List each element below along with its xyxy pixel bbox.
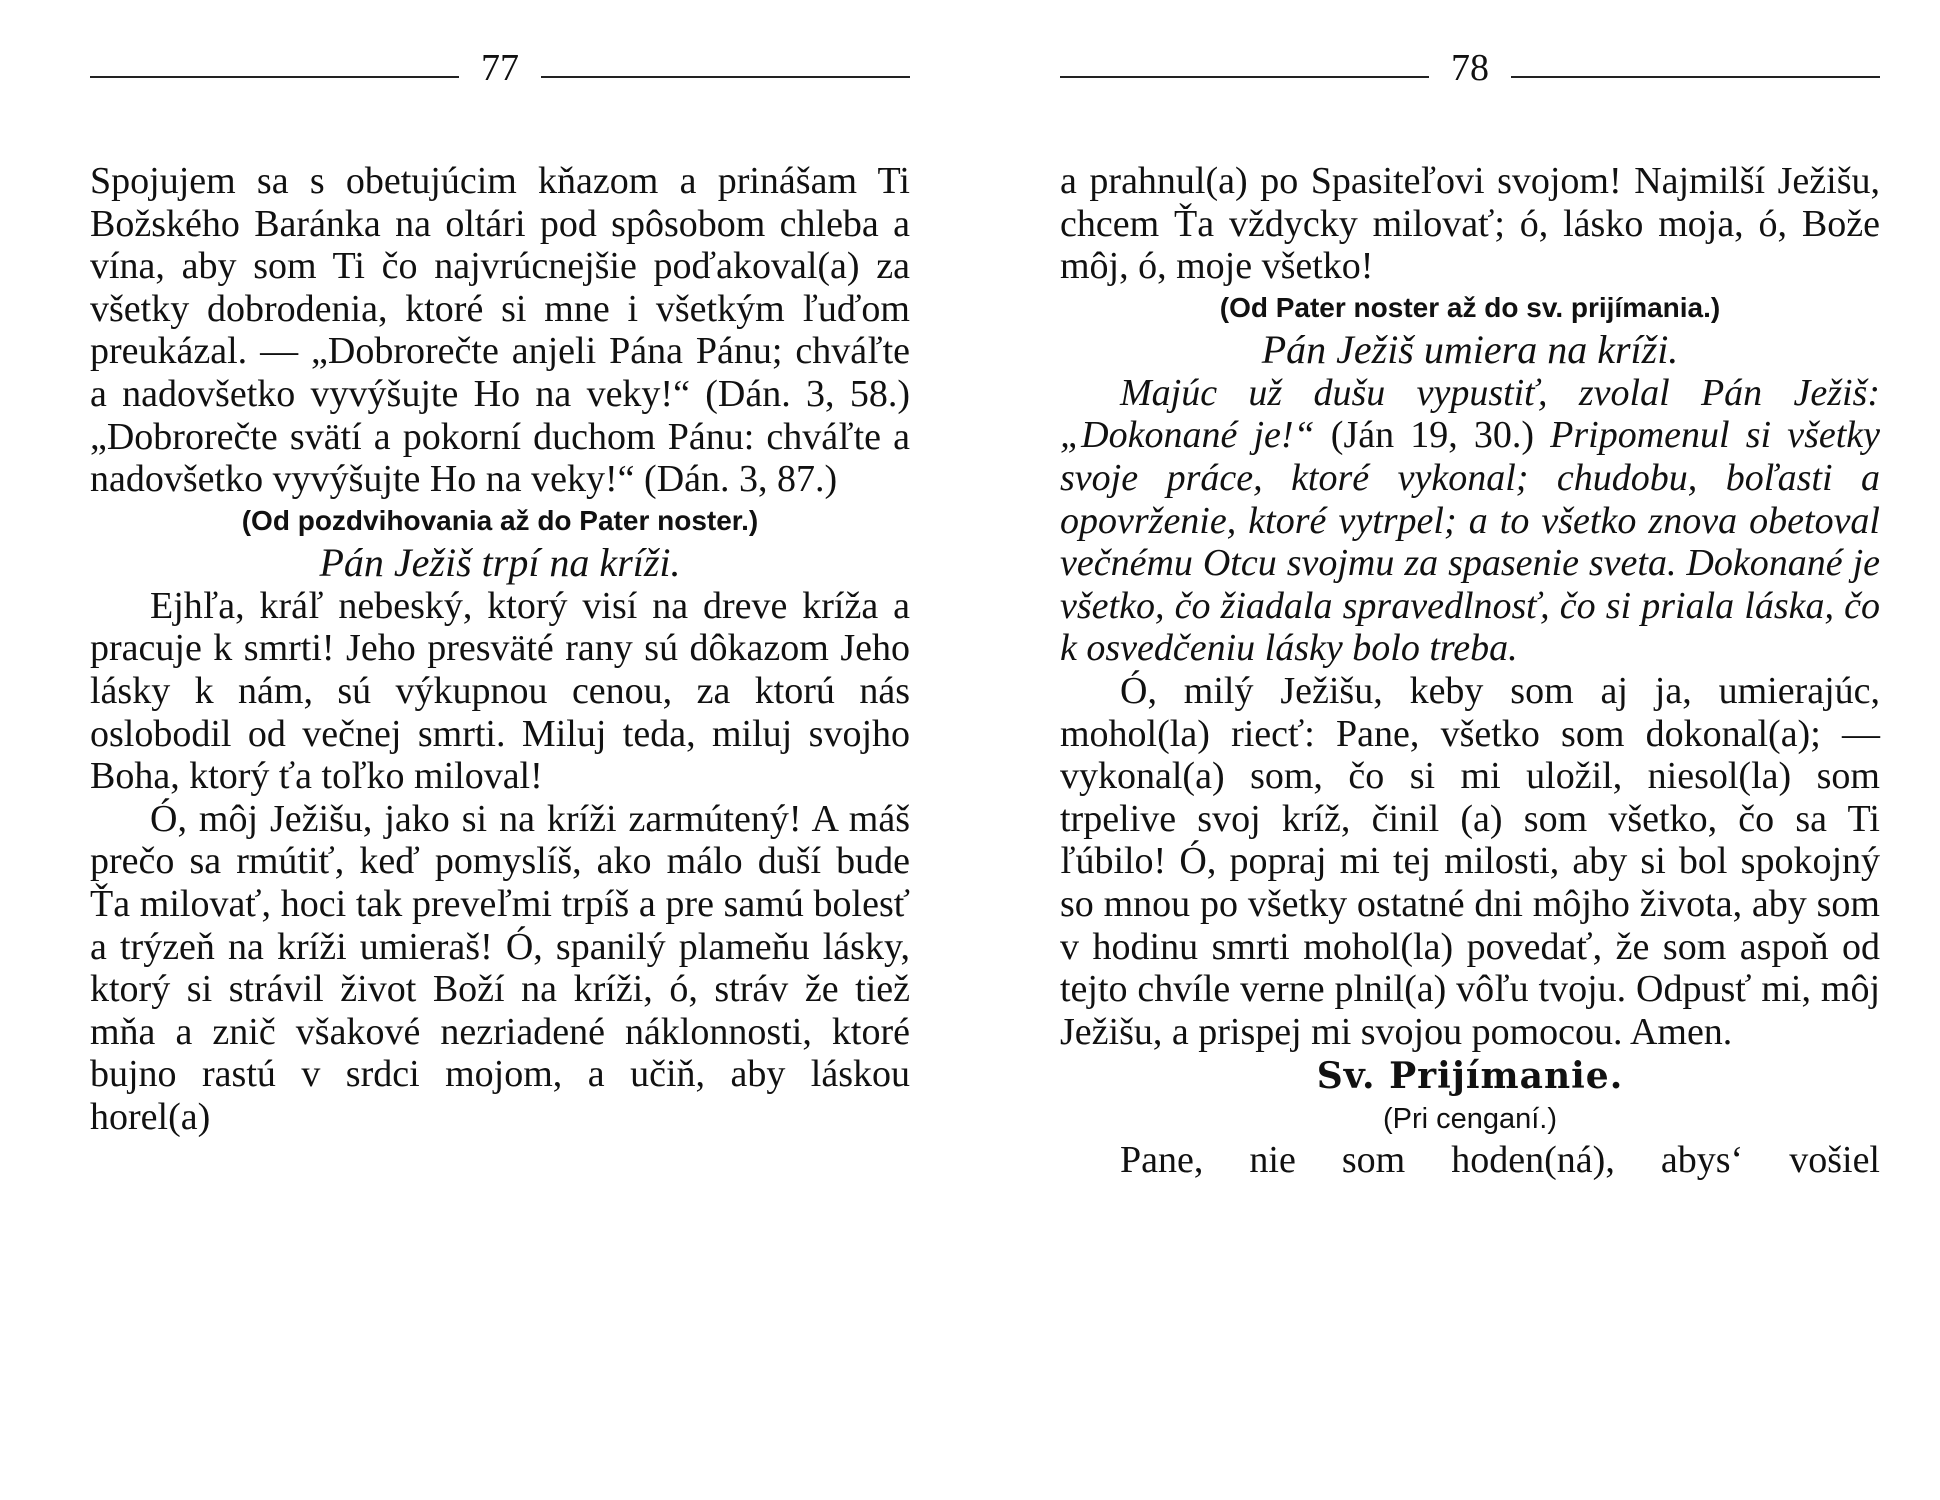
header-rule-right (1511, 76, 1880, 78)
left-page-text (90, 160, 910, 1138)
right-page-text (1060, 160, 1880, 1182)
right-last-line: Pane, nie som hoden(ná), abys‘ vošiel (1120, 1139, 1880, 1182)
page-number-right: 78 (1451, 47, 1489, 89)
left-paragraph-3: Ó, môj Ježišu, jako si na kríži zarmútený! A máš prečo sa rmútiť, keď pomyslíš, ako málo duší bude Ťa milovať, hoci tak preveľmi trpíš a pre samú bolesť a trýzeň na kríži umieraš! Ó, spanilý plameňu lásky, ktorý si strávil život Boží na kríži, ó, stráv že tiež mňa a znič všakové nezriadené náklonnosti, ktoré bujno rastú v srdci mojom, a učiň, aby láskou horel(a) (90, 797, 910, 1138)
left-rubric: (Od pozdvihovania až do Pater noster.) (241, 504, 759, 536)
header-rule-right (541, 76, 910, 78)
left-running-head (90, 40, 910, 96)
header-rule-left (90, 76, 459, 78)
left-page (90, 40, 910, 1138)
right-heading: Pán Ježiš umiera na kríži. (1261, 326, 1679, 372)
right-paragraph-2: Ó, milý Ježišu, keby som aj ja, umierajúc, mohol(la) riecť: Pane, všetko som dokonal(a); — vykonal(a) som, čo si mi uložil, niesol(la) som trpelive svoj kríž, činil (a) som všetko, čo sa Ti ľúbilo! Ó, popraj mi tej milosti, aby si bol spokojný so mnou po všetky ostatné dni môjho života, aby som v hodinu smrti mohol(la) povedať, že som aspoň od tejto chvíle verne plnil(a) vôľu tvoju. Odpusť mi, môj Ježišu, a prispej mi svojou pomocou. Amen. (1060, 669, 1880, 1053)
section-subtitle: (Pri cenganí.) (1382, 1103, 1558, 1136)
left-heading: Pán Ježiš trpí na kríži. (319, 539, 681, 585)
left-paragraph-2: Ejhľa, kráľ nebeský, ktorý visí na dreve kríža a pracuje k smrti! Jeho presväté rany sú dôkazom Jeho lásky k nám, sú výkupnou cenou, za ktorú nás oslobodil od večnej smrti. Miluj teda, miluj svojho Boha, ktorý ťa toľko miloval! (90, 584, 910, 798)
italic-text-cont: Pripomenul si všetky svoje práce, ktoré vykonal; chudobu, boľasti a opovrženie, ktoré vytrpel; a to všetko znova obetoval večnému Otcu svojmu za spasenie sveta. Dokonané je všetko, čo žiadala spravedlnosť, čo si priala láska, čo k osvedčeniu lásky bolo treba. (1060, 414, 1881, 670)
left-paragraph-1: Spojujem sa s obetujúcim kňazom a prinášam Ti Božského Baránka na oltári pod spôsobom chleba a vína, aby som Ti čo najvrúcnejšie poďakoval(a) za všetky dobrodenia, ktoré si mne i všetkým ľuďom preukázal. — „Dobrorečte anjeli Pána Pánu; chváľte a nadovšetko vyvýšujte Ho na veky!“ (Dán. 3, 58.) „Dobrorečte svätí a pokorní duchom Pánu: chváľte a nadovšetko vyvýšujte Ho na veky!“ (Dán. 3, 87.) (90, 160, 910, 501)
section-title: Sv. Prijímanie. (1316, 1055, 1624, 1098)
scripture-citation: (Ján 19, 30.) (1330, 414, 1535, 457)
right-running-head (1060, 40, 1880, 96)
right-italic-paragraph (1060, 372, 1880, 670)
page-number-left: 77 (481, 47, 519, 89)
italic-text-start: Majúc už dušu vypustiť, zvolal Pán Ježiš: „Dokonané je!“ (1060, 371, 1880, 457)
right-page (1060, 40, 1880, 1182)
right-paragraph-1: a prahnul(a) po Spasiteľovi svojom! Najmilší Ježišu, chcem Ťa vždycky milovať; ó, lásko moja, ó, Bože môj, ó, moje všetko! (1060, 160, 1880, 288)
right-rubric: (Od Pater noster až do sv. prijímania.) (1219, 291, 1721, 323)
header-rule-left (1060, 76, 1429, 78)
